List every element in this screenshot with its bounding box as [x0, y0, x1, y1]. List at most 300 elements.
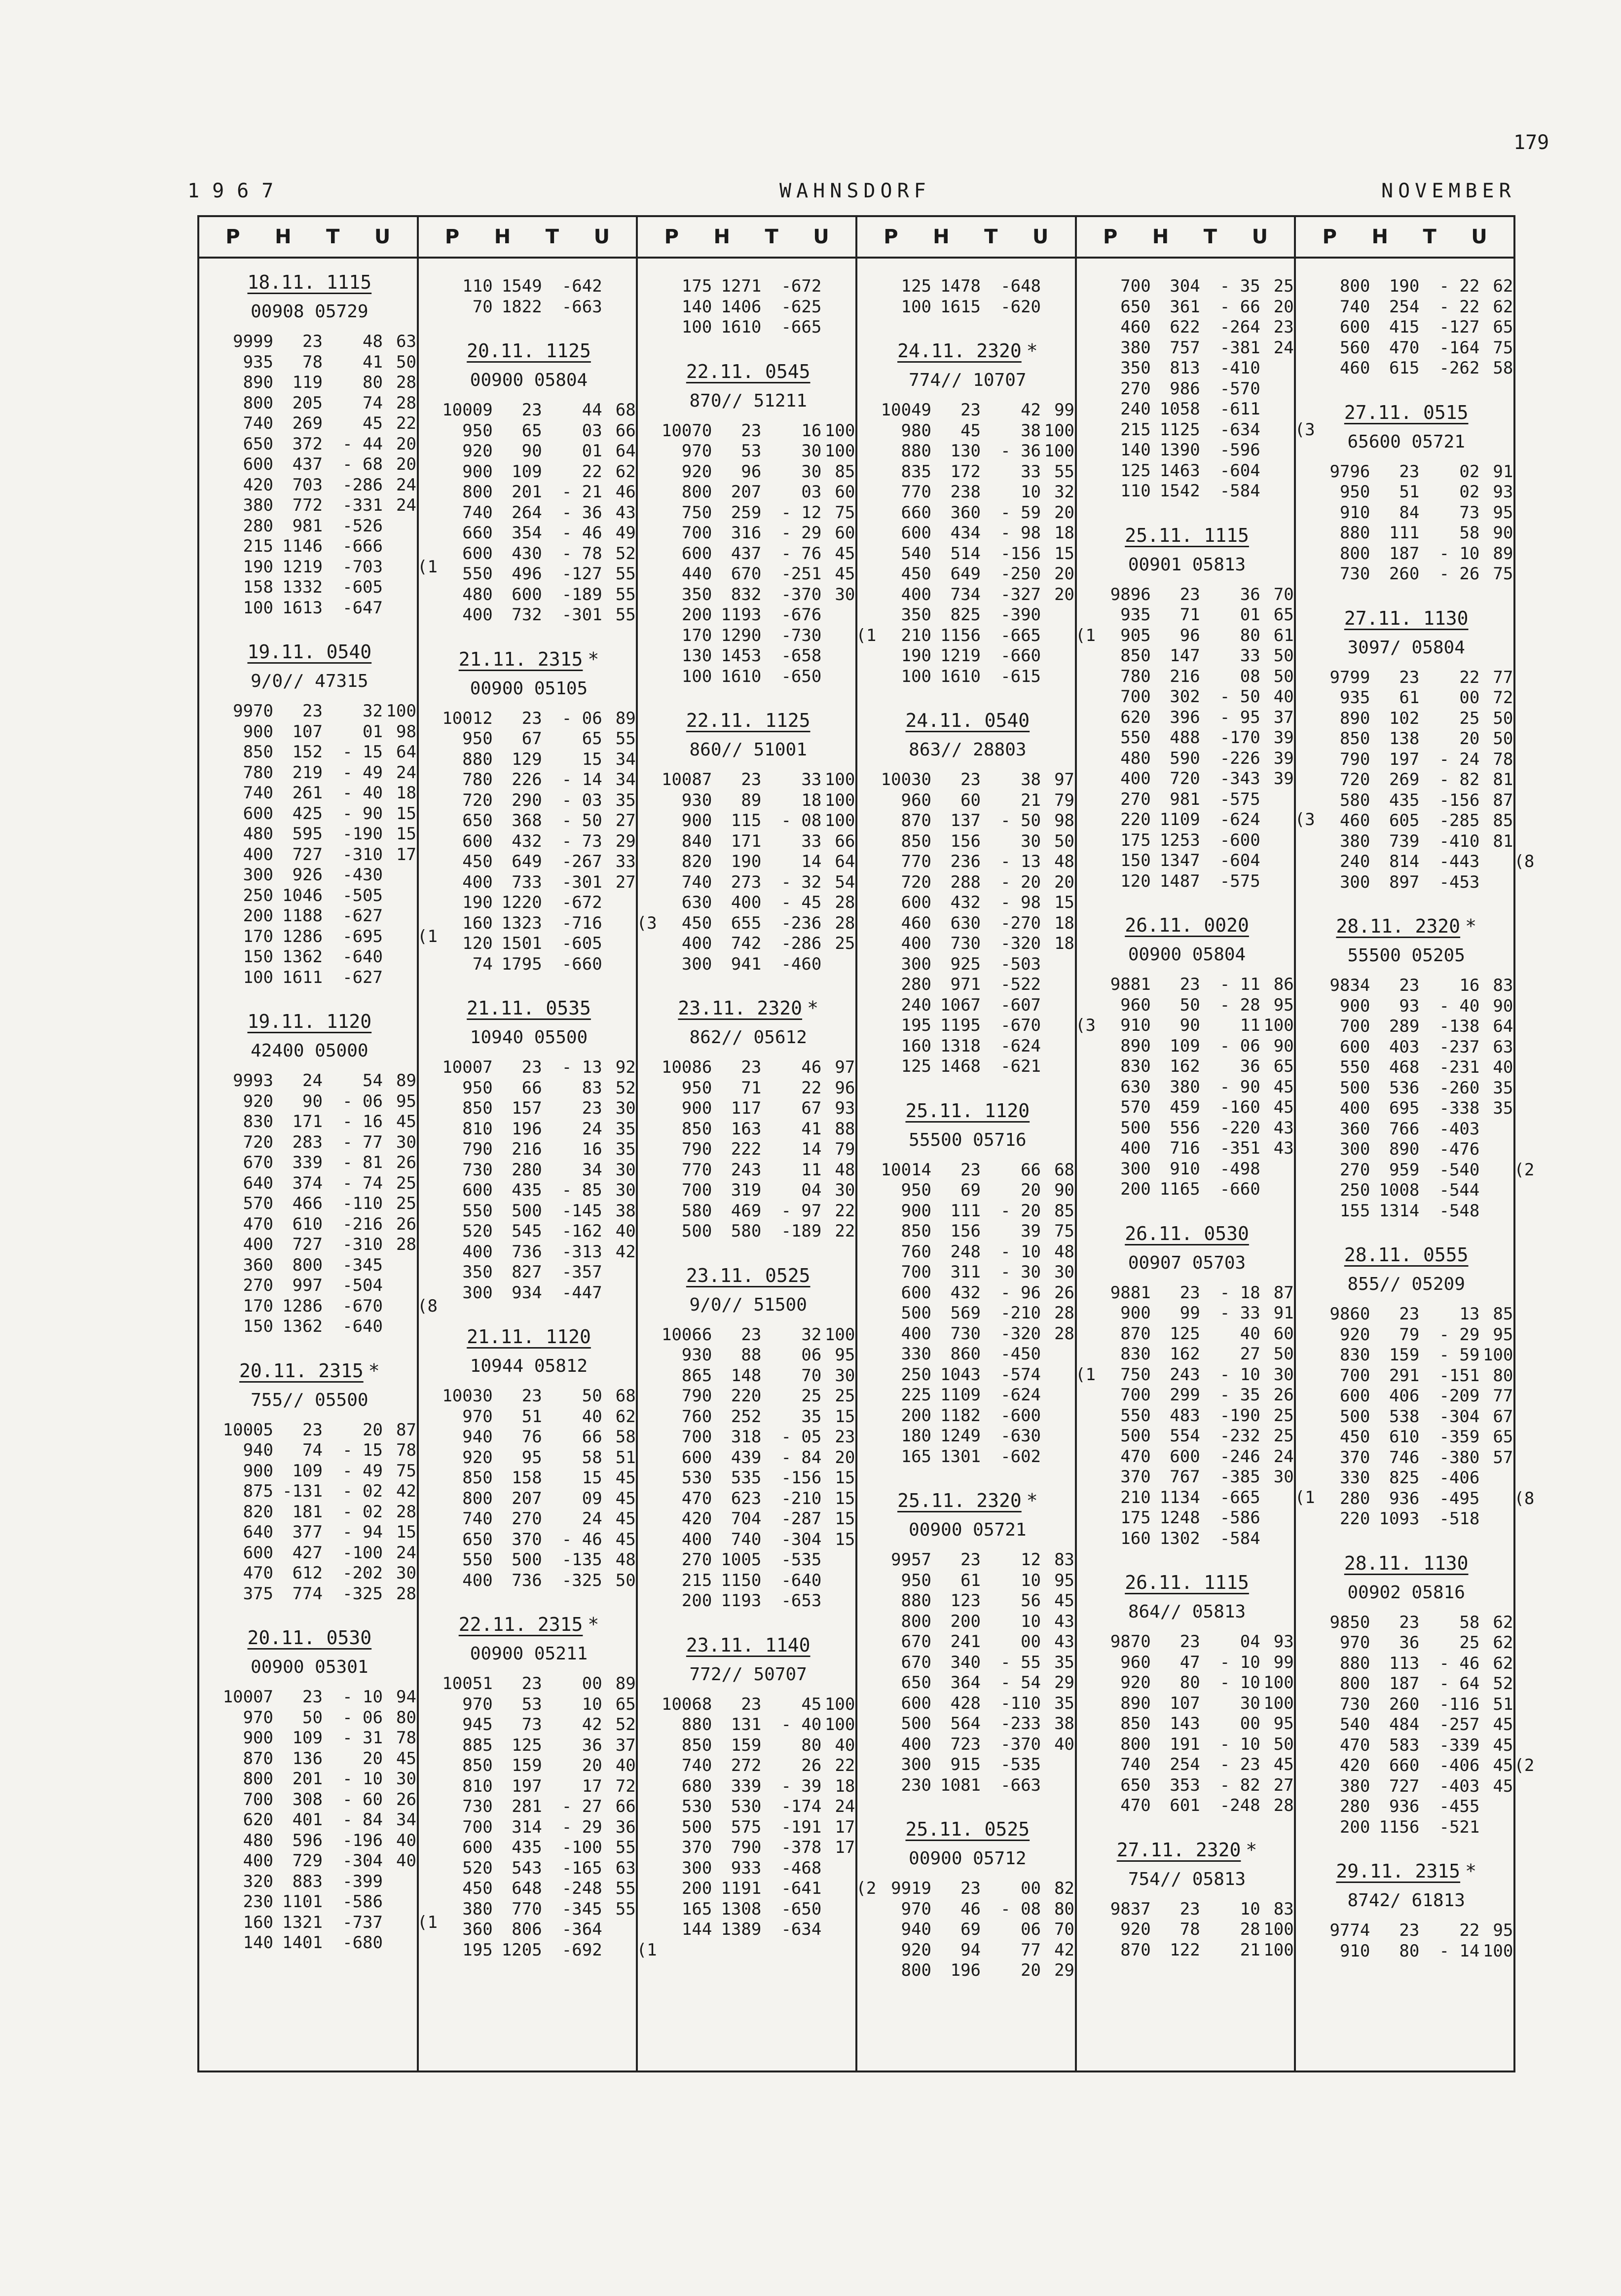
temperature-cell: 65	[582, 729, 602, 749]
temperature-cell: -605	[342, 577, 383, 597]
temperature-cell: -621	[1000, 1056, 1041, 1076]
sounding-block	[648, 994, 855, 1242]
humidity-cell: 15	[1054, 893, 1075, 912]
height-cell: 270	[512, 1509, 542, 1529]
humidity-cell: 45	[835, 564, 855, 584]
table-row	[209, 598, 410, 619]
height-cell: 630	[950, 913, 981, 933]
height-cell: 272	[731, 1756, 762, 1775]
pressure-cell: 730	[1339, 1694, 1370, 1714]
temperature-cell: 36	[1240, 1056, 1260, 1076]
humidity-cell: 22	[396, 414, 416, 433]
table-row	[867, 872, 1075, 893]
height-cell: 23	[960, 1160, 981, 1180]
height-cell: 1795	[501, 954, 542, 974]
height-cell: 23	[1179, 1282, 1200, 1303]
pressure-cell: 800	[1339, 276, 1370, 296]
table-row	[1306, 1694, 1513, 1715]
humidity-cell: 15	[396, 824, 416, 844]
humidity-cell: 25	[396, 1194, 416, 1213]
height-cell: 172	[950, 461, 981, 482]
humidity-cell: 100	[386, 701, 416, 721]
temperature-cell: - 55	[1000, 1652, 1041, 1672]
pressure-cell: 650	[1120, 297, 1151, 317]
temperature-cell: - 35	[1219, 276, 1260, 296]
humidity-cell: 55	[615, 729, 636, 749]
height-cell: 483	[1170, 1405, 1200, 1426]
table-row	[429, 1899, 636, 1920]
height-cell: 396	[1170, 707, 1200, 727]
sounding-title	[1087, 911, 1288, 939]
pressure-cell: 300	[243, 865, 273, 885]
temperature-cell: -270	[1000, 913, 1041, 933]
temperature-cell: - 40	[342, 783, 383, 803]
pressure-cell: 350	[681, 584, 712, 604]
humidity-cell: 15	[835, 1406, 855, 1427]
height-cell: 316	[731, 523, 762, 543]
pressure-cell: 250	[1339, 1180, 1370, 1200]
height-cell: 704	[731, 1509, 762, 1529]
temperature-cell: - 98	[1000, 523, 1041, 543]
sounding-date-time: 28.11. 2320	[1336, 915, 1461, 937]
humidity-cell: 83	[1273, 1899, 1294, 1919]
sounding-block	[1087, 911, 1294, 1200]
pressure-cell: 225	[901, 1385, 932, 1405]
temperature-cell: -285	[1439, 811, 1480, 830]
humidity-cell: 83	[1054, 1550, 1075, 1570]
table-row	[429, 1119, 636, 1140]
pressure-cell: 400	[901, 934, 932, 953]
height-cell: 280	[512, 1160, 542, 1180]
table-row	[648, 1139, 855, 1160]
height-cell: 1188	[282, 906, 323, 926]
table-row	[1087, 851, 1288, 871]
pressure-cell: 560	[1339, 338, 1370, 358]
table-row	[1087, 1693, 1294, 1714]
table-row	[1306, 1612, 1513, 1633]
pressure-cell: 450	[462, 1879, 493, 1898]
temperature-cell: -301	[561, 872, 602, 892]
table-row	[648, 1468, 855, 1489]
height-cell: 273	[731, 872, 762, 892]
pressure-cell: 175	[1120, 830, 1151, 850]
height-cell: 439	[731, 1447, 762, 1468]
height-cell: -131	[282, 1481, 323, 1501]
humidity-cell: 100	[824, 1694, 855, 1714]
height-cell: 1271	[721, 276, 762, 296]
temperature-cell: -627	[342, 967, 383, 987]
table-row	[1087, 1920, 1294, 1940]
pressure-cell: 300	[1339, 1139, 1370, 1159]
temperature-cell: -236	[781, 913, 822, 933]
humidity-cell: 18	[1054, 934, 1075, 953]
table-row	[209, 1789, 416, 1810]
height-cell: 113	[1389, 1653, 1420, 1673]
data-table	[197, 215, 1535, 2072]
height-cell: 23	[302, 701, 323, 721]
table-row	[648, 934, 855, 954]
table-row	[209, 536, 410, 557]
pressure-cell: 730	[462, 1160, 493, 1180]
height-cell: 248	[950, 1242, 981, 1262]
temperature-cell: -430	[342, 865, 383, 885]
height-cell: 605	[1389, 811, 1420, 830]
temperature-cell: -320	[1000, 934, 1041, 953]
table-row	[1306, 1078, 1513, 1099]
height-cell: 131	[731, 1715, 762, 1734]
pressure-cell: 960	[901, 790, 932, 810]
column-header	[857, 217, 1075, 259]
table-row	[1087, 1138, 1294, 1159]
pressure-cell: 800	[462, 1488, 493, 1508]
table-row	[429, 1406, 636, 1428]
humidity-cell: 99	[1273, 1652, 1294, 1672]
height-cell: 243	[731, 1160, 762, 1180]
sounding-title	[1306, 604, 1507, 632]
temperature-cell: 40	[1240, 1323, 1260, 1344]
humidity-cell: 25	[396, 1173, 416, 1193]
height-cell: 71	[741, 1078, 762, 1098]
humidity-cell: 81	[1493, 770, 1513, 790]
table-row	[209, 803, 416, 825]
height-cell: 971	[950, 975, 981, 994]
table-row	[867, 1734, 1075, 1755]
height-cell: 556	[1170, 1118, 1200, 1138]
sounding-date-time: 23.11. 0525	[686, 1264, 810, 1286]
humidity-cell: 50	[1054, 831, 1075, 851]
table-row	[1306, 1098, 1513, 1119]
temperature-cell: -174	[781, 1797, 822, 1816]
pressure-cell: 120	[462, 934, 493, 953]
pressure-cell: 780	[1120, 666, 1151, 686]
height-cell: 400	[731, 893, 762, 912]
pressure-cell: 270	[1339, 1160, 1370, 1180]
temperature-cell: -522	[1000, 975, 1041, 994]
temperature-cell: -331	[342, 495, 383, 515]
height-cell: 1406	[721, 297, 762, 317]
pressure-cell: 480	[1120, 748, 1151, 768]
temperature-cell: 44	[582, 400, 602, 420]
height-cell: 45	[960, 420, 981, 441]
height-cell: 1134	[1159, 1487, 1200, 1507]
pressure-cell: 240	[1339, 852, 1370, 871]
table-row	[1306, 1674, 1513, 1694]
table-row	[209, 1912, 438, 1933]
table-row	[1306, 1920, 1513, 1941]
pressure-cell: 9774	[1329, 1920, 1370, 1940]
table-row	[209, 1440, 416, 1461]
table-row	[429, 1776, 636, 1797]
height-cell: 23	[741, 1324, 762, 1345]
temperature-cell: -518	[1439, 1509, 1480, 1529]
table-row	[1087, 1303, 1294, 1324]
pressure-cell: 640	[243, 1173, 273, 1193]
height-cell: 1248	[1159, 1508, 1200, 1528]
temperature-cell: - 73	[561, 831, 602, 851]
pressure-cell: 900	[901, 1201, 932, 1221]
pressure-cell: 720	[1339, 770, 1370, 790]
pressure-cell: 780	[243, 762, 273, 783]
table-row	[429, 564, 636, 585]
pressure-cell: 200	[243, 906, 273, 926]
temperature-cell: -232	[1219, 1426, 1260, 1446]
height-cell: 171	[731, 831, 762, 851]
humidity-cell: 38	[1054, 1714, 1075, 1733]
humidity-cell: 43	[1273, 1138, 1294, 1158]
humidity-cell: 43	[1273, 1118, 1294, 1138]
height-cell: 238	[950, 482, 981, 502]
pressure-cell: 10068	[661, 1694, 712, 1714]
height-cell: 466	[292, 1194, 323, 1213]
table-row	[1087, 1077, 1294, 1098]
temperature-cell: -476	[1439, 1139, 1480, 1159]
pressure-cell: 300	[681, 1858, 712, 1878]
temperature-cell: - 50	[1000, 811, 1041, 830]
humidity-cell: 55	[615, 605, 636, 625]
temperature-cell: - 49	[342, 762, 383, 783]
height-cell: 727	[1389, 1776, 1420, 1796]
table-row	[209, 352, 416, 373]
humidity-cell: 34	[615, 749, 636, 769]
pressure-cell: 300	[901, 954, 932, 974]
temperature-cell: 41	[363, 352, 383, 372]
height-cell: 216	[512, 1139, 542, 1159]
temperature-cell: -504	[342, 1276, 383, 1295]
height-cell: 1081	[940, 1775, 981, 1795]
height-cell: 934	[512, 1282, 542, 1303]
temperature-cell: - 26	[1439, 564, 1480, 584]
height-cell: 200	[950, 1611, 981, 1631]
height-cell: 1195	[940, 1016, 981, 1035]
humidity-cell: 27	[615, 872, 636, 892]
temperature-cell: -216	[342, 1214, 383, 1234]
height-cell: 720	[1170, 769, 1200, 789]
temperature-cell: -164	[1439, 338, 1480, 358]
temperature-cell: -196	[342, 1830, 383, 1850]
pressure-cell: 470	[243, 1214, 273, 1234]
height-cell: 187	[1389, 1674, 1420, 1694]
table-row	[429, 1879, 636, 1899]
pressure-cell: 360	[243, 1255, 273, 1275]
temperature-cell: -410	[1219, 358, 1260, 378]
height-cell: 1008	[1379, 1180, 1420, 1200]
humidity-cell: 66	[835, 831, 855, 851]
temperature-cell: -596	[1219, 440, 1260, 460]
pressure-cell: 600	[901, 893, 932, 912]
temperature-cell: - 85	[561, 1180, 602, 1200]
table-row	[867, 1036, 1068, 1057]
temperature-cell: 20	[363, 1420, 383, 1440]
pressure-cell: 580	[1339, 790, 1370, 810]
pressure-cell: 920	[462, 441, 493, 461]
pressure-cell: 850	[1339, 729, 1370, 749]
table-row	[867, 770, 1075, 790]
humidity-cell: 55	[615, 1899, 636, 1919]
table-row	[1306, 1365, 1513, 1387]
pressure-cell: 680	[681, 1776, 712, 1796]
temperature-cell: - 36	[561, 502, 602, 523]
temperature-cell: 42	[1021, 400, 1041, 420]
column-header	[1296, 217, 1513, 259]
pressure-cell: 520	[462, 1858, 493, 1878]
table-row	[1087, 338, 1294, 359]
humidity-cell: 91	[1273, 1303, 1294, 1323]
humidity-cell: 34	[615, 770, 636, 790]
temperature-cell: -127	[1439, 317, 1480, 337]
temperature-cell: -156	[1439, 790, 1480, 810]
table-row	[648, 831, 855, 852]
table-row	[648, 317, 848, 338]
table-row	[648, 1858, 848, 1879]
table-row	[648, 1571, 848, 1591]
humidity-cell: 42	[396, 1481, 416, 1501]
pressure-cell: 830	[1120, 1056, 1151, 1076]
table-row	[1087, 399, 1288, 420]
humidity-cell: 35	[615, 1119, 636, 1139]
humidity-cell: 62	[1493, 1653, 1513, 1673]
pressure-cell: 550	[1339, 1057, 1370, 1077]
height-cell: 125	[1170, 1323, 1200, 1344]
table-row	[429, 584, 636, 605]
height-cell: 727	[292, 1235, 323, 1254]
temperature-cell: 06	[1021, 1920, 1041, 1939]
height-cell: 428	[950, 1693, 981, 1713]
humidity-cell: 25	[1273, 1426, 1294, 1446]
humidity-cell: 28	[1273, 1796, 1294, 1815]
temperature-cell: -286	[781, 934, 822, 953]
temperature-cell: - 27	[561, 1797, 602, 1816]
table-row	[867, 1242, 1075, 1263]
height-cell: 1501	[501, 934, 542, 953]
humidity-cell: 89	[615, 708, 636, 728]
height-cell: 93	[1399, 996, 1420, 1016]
temperature-cell: 74	[363, 393, 383, 413]
pressure-cell: 905	[1120, 625, 1151, 645]
height-cell: 732	[512, 605, 542, 625]
sounding-code: 00902 05816	[1347, 1582, 1465, 1603]
humidity-cell: 93	[1493, 482, 1513, 502]
height-cell: 1191	[721, 1879, 762, 1898]
height-cell: 90	[1179, 1016, 1200, 1035]
humidity-cell: 15	[1054, 543, 1075, 564]
column-header-label: T	[984, 226, 998, 248]
sounding-code: 9/0// 47315	[251, 671, 368, 691]
table-row	[648, 1078, 855, 1099]
sounding-code: 772// 50707	[689, 1664, 807, 1685]
humidity-cell: 30	[1273, 1364, 1294, 1385]
sounding-date-time: 25.11. 1115	[1125, 524, 1249, 546]
sounding-title	[1306, 1549, 1507, 1577]
temperature-cell: 01	[363, 721, 383, 742]
column-header-label: U	[593, 226, 610, 248]
table-row	[1306, 1468, 1507, 1489]
sounding-code: 9/0// 51500	[689, 1294, 807, 1315]
height-cell: 986	[1170, 378, 1200, 399]
column-header-label: P	[664, 226, 679, 248]
height-cell: 123	[950, 1591, 981, 1611]
temperature-cell: - 50	[561, 811, 602, 830]
humidity-cell: 24	[835, 1797, 855, 1816]
temperature-cell: 09	[582, 1488, 602, 1508]
sounding-block	[867, 1487, 1075, 1796]
height-cell: 825	[1389, 1468, 1420, 1488]
column-header-label: P	[444, 226, 460, 248]
temperature-cell: -658	[781, 646, 822, 666]
table-row	[867, 1920, 1075, 1940]
height-cell: 23	[960, 400, 981, 420]
height-cell: 1182	[940, 1405, 981, 1426]
humidity-cell: 51	[1493, 1694, 1513, 1714]
pressure-cell: 810	[462, 1119, 493, 1139]
temperature-cell: - 76	[781, 543, 822, 564]
humidity-cell: 29	[1054, 1673, 1075, 1693]
height-cell: 936	[1389, 1488, 1420, 1508]
table-row	[209, 1214, 416, 1235]
pressure-cell: 950	[901, 1180, 932, 1200]
height-cell: 1109	[1159, 810, 1200, 829]
humidity-cell: 22	[835, 1221, 855, 1241]
temperature-cell: - 10	[342, 1687, 383, 1707]
humidity-cell: 52	[1493, 1674, 1513, 1694]
pressure-cell: 9834	[1329, 976, 1370, 995]
table-row	[429, 502, 636, 524]
height-cell: 767	[1170, 1467, 1200, 1487]
humidity-cell: 48	[615, 1550, 636, 1570]
height-cell: 736	[512, 1570, 542, 1590]
footnote-mark: (1	[1294, 1487, 1315, 1507]
temperature-cell: - 66	[1219, 297, 1260, 317]
height-cell: 1542	[1159, 481, 1200, 501]
humidity-cell: 68	[615, 400, 636, 420]
humidity-cell: 40	[1493, 1057, 1513, 1077]
humidity-cell: 45	[1493, 1776, 1513, 1796]
pressure-cell: 900	[681, 811, 712, 830]
column-header-label: U	[1252, 226, 1268, 248]
pressure-cell: 200	[901, 1405, 932, 1426]
pressure-cell: 850	[1120, 646, 1151, 666]
height-cell: 484	[1389, 1715, 1420, 1734]
height-cell: 406	[1389, 1386, 1420, 1406]
height-cell: 23	[1179, 584, 1200, 604]
height-cell: 156	[950, 831, 981, 851]
height-cell: 1301	[940, 1446, 981, 1467]
pressure-cell: 820	[243, 1502, 273, 1522]
pressure-cell: 155	[1339, 1201, 1370, 1221]
sounding-title	[648, 994, 848, 1022]
temperature-cell: -381	[1219, 338, 1260, 358]
temperature-cell: -320	[1000, 1323, 1041, 1344]
temperature-cell: 32	[363, 701, 383, 721]
temperature-cell: - 08	[781, 811, 822, 830]
table-row	[209, 1112, 416, 1132]
pressure-cell: 700	[462, 1817, 493, 1837]
sounding-date-time: 29.11. 2315	[1336, 1860, 1461, 1882]
temperature-cell: - 68	[342, 454, 383, 474]
temperature-cell: -647	[342, 598, 383, 618]
temperature-cell: 10	[1021, 1570, 1041, 1590]
pressure-cell: 280	[243, 516, 273, 536]
height-cell: 23	[302, 1420, 323, 1440]
table-row	[648, 1488, 855, 1509]
height-cell: 740	[731, 1529, 762, 1549]
humidity-cell: 37	[615, 1735, 636, 1755]
pressure-cell: 140	[243, 1933, 273, 1953]
table-row	[209, 1276, 410, 1296]
pressure-cell: 230	[243, 1892, 273, 1912]
height-cell: 1093	[1379, 1509, 1420, 1529]
humidity-cell: 95	[1493, 1324, 1513, 1345]
humidity-cell: 89	[1493, 543, 1513, 564]
